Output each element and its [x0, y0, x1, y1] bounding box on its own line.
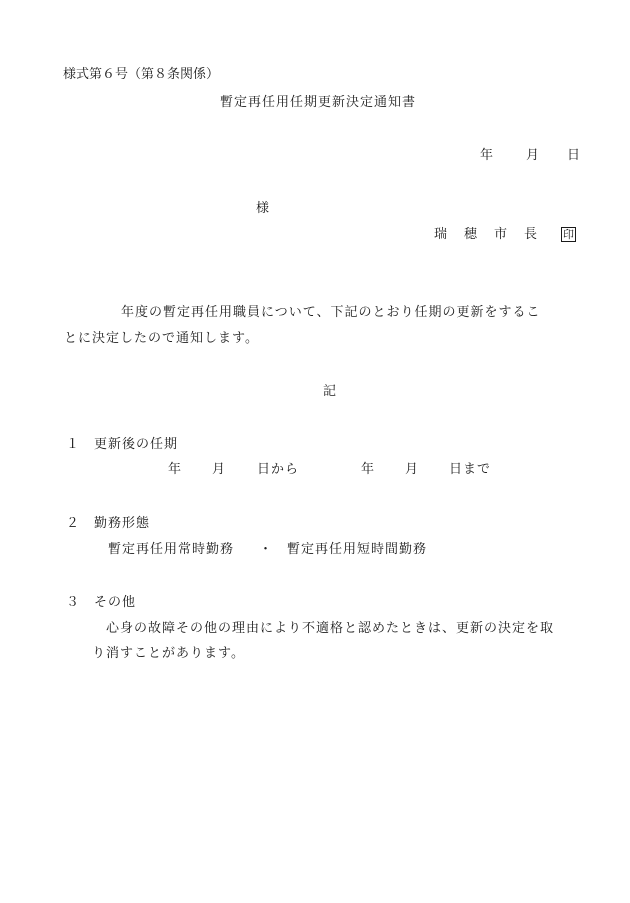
- item-heading: 勤務形態: [94, 516, 151, 531]
- date-month: 月: [526, 148, 540, 163]
- work-form-option-regular: 暫定再任用常時勤務: [108, 542, 235, 557]
- term-to-day: 日まで: [449, 462, 492, 477]
- document-title: 暫定再任用任期更新決定通知書: [220, 95, 417, 110]
- work-form-option-short: 暫定再任用短時間勤務: [287, 542, 428, 557]
- term-to-year: 年: [361, 462, 375, 477]
- form-number: 様式第６号（第８条関係）: [63, 67, 220, 82]
- other-line-1: 心身の故障その他の理由により不適格と認めたときは、更新の決定を取: [106, 621, 555, 636]
- item-number: １: [66, 437, 80, 452]
- item-heading: 更新後の任期: [94, 437, 179, 452]
- work-form-separator: ・: [259, 542, 273, 557]
- term-to-month: 月: [405, 462, 419, 477]
- body-line-2: とに決定したので通知します。: [64, 331, 259, 346]
- other-line-2: り消すことがあります。: [92, 646, 245, 661]
- term-from-day: 日から: [257, 462, 300, 477]
- addressee-suffix: 様: [256, 201, 270, 216]
- date-year: 年: [480, 148, 494, 163]
- ki-heading: 記: [323, 384, 337, 399]
- term-from-month: 月: [212, 462, 226, 477]
- sender-name: 瑞 穂 市 長: [434, 227, 540, 242]
- term-from-year: 年: [168, 462, 182, 477]
- body-line-1: 年度の暫定再任用職員について、下記のとおり任期の更新をするこ: [121, 305, 541, 320]
- seal-mark: 印: [563, 228, 574, 241]
- item-number: ３: [66, 595, 80, 610]
- item-heading: その他: [94, 595, 137, 610]
- date-day: 日: [567, 148, 581, 163]
- item-number: ２: [66, 516, 80, 531]
